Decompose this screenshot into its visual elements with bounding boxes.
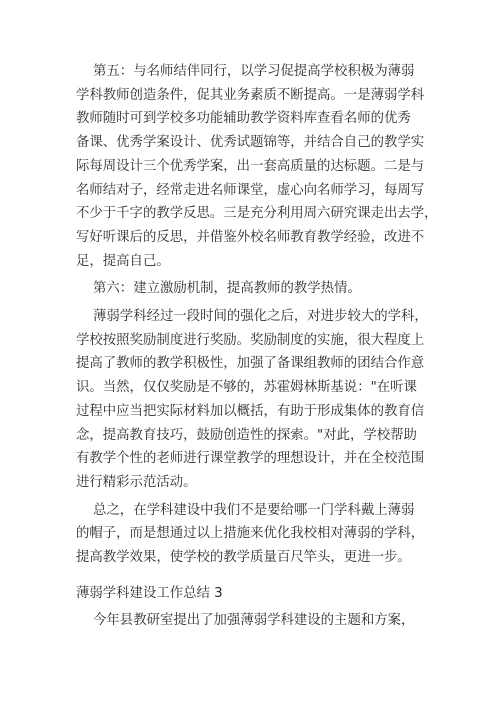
conclusion-line: 总之，在学科建设中我们不是要给哪一门学科戴上薄弱 — [76, 502, 415, 518]
paragraph-6-heading: 第六：建立激励机制，提高教师的教学热情。 — [76, 281, 361, 297]
paragraph-5-line: 教师随时可到学校多功能辅助教学资料库查看名师的优秀 — [76, 111, 411, 127]
paragraph-5-line: 写好听课后的反思，并借鉴外校名师教育教学经验，改进不 — [76, 229, 425, 245]
paragraph-5-line: 备课、优秀学案设计、优秀试题锦等，并结合自己的教学实 — [76, 135, 425, 151]
paragraph-6-line: 过程中应当把实际材料加以概括，有助于形成集体的教育信 — [76, 403, 425, 419]
paragraph-5-line: 名师结对子，经常走进名师课堂，虚心向名师学习，每周写 — [76, 182, 425, 198]
conclusion-line: 提高教学效果，使学校的教学质量百尺竿头，更进一步。 — [76, 550, 411, 566]
paragraph-6-line: 提高了教师的教学积极性，加强了备课组教师的团结合作意 — [76, 356, 425, 372]
section-intro-line: 今年县教研室提出了加强薄弱学科建设的主题和方案， — [76, 613, 415, 628]
document-body — [76, 60, 438, 570]
paragraph-6-line: 有教学个性的老师进行课堂教学的理想设计，并在全校范围 — [76, 451, 425, 467]
paragraph-6-line: 进行精彩示范活动。 — [76, 474, 197, 490]
paragraph-5-line: 足，提高自己。 — [76, 253, 170, 269]
paragraph-5-line: 际每周设计三个优秀学案，出一套高质量的达标题。二是与 — [76, 158, 425, 174]
paragraph-5-line: 学科教师创造条件，促其业务素质不断提高。一是薄弱学科 — [76, 87, 425, 103]
paragraph-5-line: 不少于千字的教学反思。三是充分利用周六研究课走出去学， — [76, 206, 438, 222]
paragraph-5-line: 第五：与名师结伴同行，以学习促提高学校积极为薄弱 — [76, 64, 415, 79]
paragraph-6-line: 学校按照奖励制度进行奖励。奖励制度的实施，很大程度上 — [76, 332, 425, 348]
paragraph-6-line: 识。当然，仅仅奖励是不够的，苏霍姆林斯基说："在听课 — [76, 380, 417, 396]
paragraph-6-line: 念，提高教育技巧，鼓励创造性的探索。"对此，学校帮助 — [76, 427, 417, 443]
paragraph-6-line: 薄弱学科经过一段时间的强化之后，对进步较大的学科， — [76, 309, 428, 325]
conclusion-line: 的帽子，而是想通过以上措施来优化我校相对薄弱的学科， — [76, 526, 425, 542]
section-title: 薄弱学科建设工作总结 3 — [76, 586, 223, 601]
